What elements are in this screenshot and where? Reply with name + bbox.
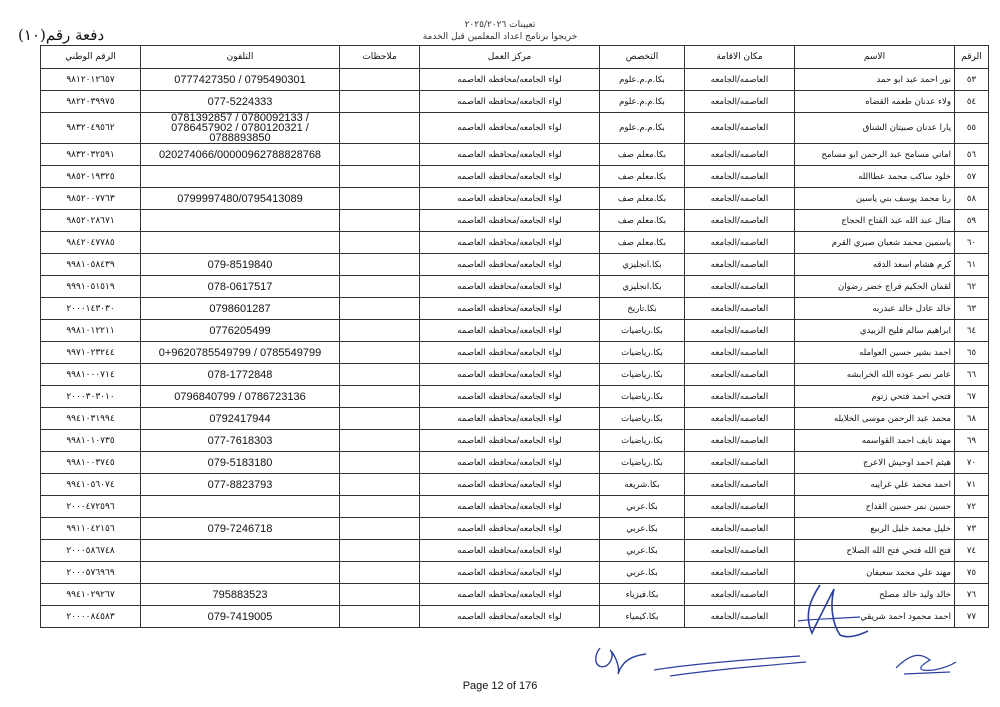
cell-workplace: لواء الجامعه/محافظه العاصمه: [420, 166, 600, 188]
cell-notes: [340, 144, 420, 166]
cell-specialty: بكا.انجليزي: [600, 276, 685, 298]
col-header-residence: مكان الاقامة: [685, 46, 795, 69]
cell-national-id: ٩٨٤٢٠٤٧٧٨٥: [41, 232, 141, 254]
cell-phone: [141, 540, 340, 562]
cell-residence: العاصمه/الجامعه: [685, 210, 795, 232]
cell-national-id: ٩٩٨١٠٥٨٤٣٩: [41, 254, 141, 276]
cell-num: ٦٦: [955, 364, 989, 386]
cell-residence: العاصمه/الجامعه: [685, 452, 795, 474]
cell-num: ٦١: [955, 254, 989, 276]
cell-workplace: لواء الجامعه/محافظه العاصمه: [420, 298, 600, 320]
cell-residence: العاصمه/الجامعه: [685, 386, 795, 408]
cell-num: ٥٤: [955, 91, 989, 113]
cell-num: ٦٠: [955, 232, 989, 254]
cell-specialty: بكا.معلم صف: [600, 232, 685, 254]
cell-national-id: ٩٨٥٢٠٢٨٦٧١: [41, 210, 141, 232]
cell-notes: [340, 113, 420, 144]
cell-national-id: ٩٨٣٢٠٤٩٥٦٢: [41, 113, 141, 144]
cell-name: فتح الله فتحي فتح الله الصلاح: [795, 540, 955, 562]
cell-name: مهند نايف احمد القواسمه: [795, 430, 955, 452]
table-row: [41, 364, 989, 386]
table-row: [41, 430, 989, 452]
col-header-specialty: التخصص: [600, 46, 685, 69]
cell-national-id: ٩٨١٢٠١٢٦٥٧: [41, 69, 141, 91]
cell-phone: 077-8823793: [141, 474, 340, 496]
cell-num: ٦٧: [955, 386, 989, 408]
cell-national-id: ٢٠٠٠٤٧٢٥٩٦: [41, 496, 141, 518]
col-header-notes: ملاحظات: [340, 46, 420, 69]
cell-national-id: ٢٠٠٠١٤٣٠٣٠: [41, 298, 141, 320]
cell-workplace: لواء الجامعه/محافظه العاصمه: [420, 342, 600, 364]
cell-name: يارا عدنان صبيتان الشناق: [795, 113, 955, 144]
cell-notes: [340, 254, 420, 276]
cell-notes: [340, 518, 420, 540]
cell-num: ٥٧: [955, 166, 989, 188]
cell-name: حسين نمر حسين القداح: [795, 496, 955, 518]
cell-residence: العاصمه/الجامعه: [685, 562, 795, 584]
cell-phone: 0798601287: [141, 298, 340, 320]
cell-name: ولاء عدنان طعمه القضاه: [795, 91, 955, 113]
batch-number: دفعة رقم(١٠): [18, 26, 105, 44]
cell-name: خلود ساكب محمد عطاالله: [795, 166, 955, 188]
cell-specialty: بكا.معلم صف: [600, 166, 685, 188]
cell-workplace: لواء الجامعه/محافظه العاصمه: [420, 232, 600, 254]
cell-num: ٥٦: [955, 144, 989, 166]
cell-residence: العاصمه/الجامعه: [685, 342, 795, 364]
table-row: [41, 188, 989, 210]
cell-phone: [141, 210, 340, 232]
cell-national-id: ٢٠٠٠٠٨٤٥٨٣: [41, 606, 141, 628]
cell-residence: العاصمه/الجامعه: [685, 254, 795, 276]
cell-workplace: لواء الجامعه/محافظه العاصمه: [420, 320, 600, 342]
cell-workplace: لواء الجامعه/محافظه العاصمه: [420, 113, 600, 144]
cell-name: ياسمين محمد شعبان صبري القرم: [795, 232, 955, 254]
cell-national-id: ٢٠٠٠٣٠٣٠١٠: [41, 386, 141, 408]
cell-national-id: ٩٩٧١٠٢٣٢٤٤: [41, 342, 141, 364]
cell-name: احمد محمود احمد شريقي: [795, 606, 955, 628]
cell-residence: العاصمه/الجامعه: [685, 69, 795, 91]
cell-notes: [340, 320, 420, 342]
table-row: [41, 452, 989, 474]
cell-notes: [340, 606, 420, 628]
cell-residence: العاصمه/الجامعه: [685, 320, 795, 342]
cell-num: ٦٣: [955, 298, 989, 320]
cell-national-id: ٩٨٥٢٠٠٧٧٦٣: [41, 188, 141, 210]
cell-phone: [141, 562, 340, 584]
cell-phone: 078-1772848: [141, 364, 340, 386]
cell-phone: 079-8519840: [141, 254, 340, 276]
table-body: [41, 69, 989, 628]
cell-notes: [340, 562, 420, 584]
cell-national-id: ٢٠٠٠٥٨٦٧٤٨: [41, 540, 141, 562]
cell-num: ٧٦: [955, 584, 989, 606]
cell-notes: [340, 408, 420, 430]
cell-specialty: بكا.كيمياء: [600, 606, 685, 628]
cell-name: خالد عادل خالد عبدربه: [795, 298, 955, 320]
cell-notes: [340, 430, 420, 452]
cell-residence: العاصمه/الجامعه: [685, 474, 795, 496]
cell-notes: [340, 69, 420, 91]
cell-residence: العاصمه/الجامعه: [685, 144, 795, 166]
cell-specialty: بكا.فيزياء: [600, 584, 685, 606]
col-header-workplace: مركز العمل: [420, 46, 600, 69]
cell-workplace: لواء الجامعه/محافظه العاصمه: [420, 562, 600, 584]
table-row: [41, 298, 989, 320]
cell-specialty: بكا.عربي: [600, 518, 685, 540]
cell-specialty: بكا.معلم صف: [600, 144, 685, 166]
cell-workplace: لواء الجامعه/محافظه العاصمه: [420, 584, 600, 606]
cell-workplace: لواء الجامعه/محافظه العاصمه: [420, 364, 600, 386]
col-header-num: الرقم: [955, 46, 989, 69]
cell-num: ٧١: [955, 474, 989, 496]
cell-phone: 079-7246718: [141, 518, 340, 540]
cell-name: احمد بشير حسين العوامله: [795, 342, 955, 364]
table-row: [41, 540, 989, 562]
cell-residence: العاصمه/الجامعه: [685, 584, 795, 606]
cell-notes: [340, 298, 420, 320]
cell-specialty: بكا.م.م.علوم: [600, 113, 685, 144]
col-header-phone: التلفون: [141, 46, 340, 69]
cell-phone: 0+9620785549799 / 0785549799: [141, 342, 340, 364]
cell-national-id: ٩٨٣٢٠٣٢٥٩١: [41, 144, 141, 166]
cell-national-id: ٩٩٩١٠٥١٥١٩: [41, 276, 141, 298]
cell-num: ٦٢: [955, 276, 989, 298]
cell-workplace: لواء الجامعه/محافظه العاصمه: [420, 430, 600, 452]
cell-name: عامر نصر عوده الله الخرابشه: [795, 364, 955, 386]
cell-phone: 077-7618303: [141, 430, 340, 452]
cell-name: نور احمد عبد ابو حمد: [795, 69, 955, 91]
cell-residence: العاصمه/الجامعه: [685, 188, 795, 210]
cell-specialty: بكا.رياضيات: [600, 342, 685, 364]
cell-national-id: ٩٩٨١٠١٠٧٣٥: [41, 430, 141, 452]
cell-num: ٥٥: [955, 113, 989, 144]
table-row: [41, 408, 989, 430]
header-subtitle: خريجوا برنامج اعداد المعلمين قبل الخدمة: [422, 32, 578, 42]
cell-notes: [340, 166, 420, 188]
table-row: [41, 276, 989, 298]
cell-notes: [340, 584, 420, 606]
cell-num: ٦٩: [955, 430, 989, 452]
cell-national-id: ٩٨٥٢٠١٩٣٢٥: [41, 166, 141, 188]
cell-residence: العاصمه/الجامعه: [685, 496, 795, 518]
cell-name: خليل محمد خليل الربيع: [795, 518, 955, 540]
cell-workplace: لواء الجامعه/محافظه العاصمه: [420, 540, 600, 562]
table-row: [41, 232, 989, 254]
cell-residence: العاصمه/الجامعه: [685, 276, 795, 298]
cell-name: فتحي احمد فتحي زتوم: [795, 386, 955, 408]
cell-notes: [340, 364, 420, 386]
cell-workplace: لواء الجامعه/محافظه العاصمه: [420, 254, 600, 276]
cell-workplace: لواء الجامعه/محافظه العاصمه: [420, 452, 600, 474]
cell-specialty: بكا.عربي: [600, 496, 685, 518]
cell-name: مهند علي محمد سعيفان: [795, 562, 955, 584]
table-row: [41, 113, 989, 144]
cell-workplace: لواء الجامعه/محافظه العاصمه: [420, 606, 600, 628]
cell-national-id: ٩٩٨١٠٠٠٧١٤: [41, 364, 141, 386]
cell-phone: 079-7419005: [141, 606, 340, 628]
cell-name: اماني مسامح عبد الرحمن ابو مسامح: [795, 144, 955, 166]
cell-residence: العاصمه/الجامعه: [685, 430, 795, 452]
cell-residence: العاصمه/الجامعه: [685, 232, 795, 254]
signature-large: [790, 575, 870, 645]
cell-notes: [340, 188, 420, 210]
cell-notes: [340, 210, 420, 232]
cell-residence: العاصمه/الجامعه: [685, 606, 795, 628]
table-row: [41, 474, 989, 496]
cell-phone: 079-5183180: [141, 452, 340, 474]
cell-num: ٦٨: [955, 408, 989, 430]
cell-notes: [340, 232, 420, 254]
table-row: [41, 518, 989, 540]
cell-name: منال عبد الله عبد الفتاح الحجاج: [795, 210, 955, 232]
cell-specialty: بكا.عربي: [600, 562, 685, 584]
table-row: [41, 386, 989, 408]
cell-specialty: بكا.م.م.علوم: [600, 69, 685, 91]
table-header-row: [41, 46, 989, 69]
cell-num: ٧٢: [955, 496, 989, 518]
cell-specialty: بكا.رياضيات: [600, 430, 685, 452]
table-row: [41, 342, 989, 364]
header-title: تعيينات ٢٠٢٥/٢٠٢٦: [464, 20, 536, 30]
cell-residence: العاصمه/الجامعه: [685, 518, 795, 540]
cell-workplace: لواء الجامعه/محافظه العاصمه: [420, 496, 600, 518]
signature-left: [590, 640, 650, 680]
table-row: [41, 144, 989, 166]
cell-num: ٧٥: [955, 562, 989, 584]
cell-specialty: بكا.رياضيات: [600, 320, 685, 342]
cell-national-id: ٩٩١١٠٤٢١٥٦: [41, 518, 141, 540]
cell-phone: 077-5224333: [141, 91, 340, 113]
cell-national-id: ٩٩٨١٠١٢٢١١: [41, 320, 141, 342]
cell-name: رنا محمد يوسف بني ياسين: [795, 188, 955, 210]
cell-workplace: لواء الجامعه/محافظه العاصمه: [420, 91, 600, 113]
cell-phone: 0799997480/0795413089: [141, 188, 340, 210]
signature-right: [890, 648, 960, 678]
cell-specialty: بكا.شريعه: [600, 474, 685, 496]
cell-workplace: لواء الجامعه/محافظه العاصمه: [420, 386, 600, 408]
cell-name: ابراهيم سالم فليح الزبيدي: [795, 320, 955, 342]
cell-specialty: بكا.رياضيات: [600, 452, 685, 474]
cell-name: خالد وليد خالد مصلح: [795, 584, 955, 606]
table-row: [41, 496, 989, 518]
table-row: [41, 91, 989, 113]
cell-phone: 020274066/00000962788828768: [141, 144, 340, 166]
cell-residence: العاصمه/الجامعه: [685, 298, 795, 320]
page-footer: Page 12 of 176: [462, 680, 538, 692]
cell-residence: العاصمه/الجامعه: [685, 408, 795, 430]
cell-phone: 0792417944: [141, 408, 340, 430]
cell-specialty: بكا.معلم صف: [600, 188, 685, 210]
cell-notes: [340, 91, 420, 113]
table-row: [41, 320, 989, 342]
cell-notes: [340, 540, 420, 562]
cell-specialty: بكا.رياضيات: [600, 408, 685, 430]
cell-notes: [340, 496, 420, 518]
cell-national-id: ٩٩٤١٠٣١٩٩٤: [41, 408, 141, 430]
cell-national-id: ٩٩٤١٠٢٩٢٦٧: [41, 584, 141, 606]
cell-num: ٧٤: [955, 540, 989, 562]
cell-phone: [141, 166, 340, 188]
cell-notes: [340, 342, 420, 364]
cell-national-id: ٩٨٢٢٠٣٩٩٧٥: [41, 91, 141, 113]
cell-num: ٥٩: [955, 210, 989, 232]
appointments-table: [40, 45, 989, 628]
cell-specialty: بكا.معلم صف: [600, 210, 685, 232]
cell-name: لقمان الحكيم فراج خضر رضوان: [795, 276, 955, 298]
cell-num: ٦٤: [955, 320, 989, 342]
cell-num: ٥٣: [955, 69, 989, 91]
cell-workplace: لواء الجامعه/محافظه العاصمه: [420, 210, 600, 232]
cell-phone: 0776205499: [141, 320, 340, 342]
col-header-national-id: الرقم الوطني: [41, 46, 141, 69]
cell-notes: [340, 276, 420, 298]
cell-residence: العاصمه/الجامعه: [685, 540, 795, 562]
cell-phone: 795883523: [141, 584, 340, 606]
cell-num: ٦٥: [955, 342, 989, 364]
cell-notes: [340, 452, 420, 474]
cell-workplace: لواء الجامعه/محافظه العاصمه: [420, 408, 600, 430]
cell-residence: العاصمه/الجامعه: [685, 166, 795, 188]
cell-phone: [141, 496, 340, 518]
cell-notes: [340, 474, 420, 496]
cell-notes: [340, 386, 420, 408]
signature-middle: [650, 650, 810, 680]
cell-phone: 0796840799 / 0786723136: [141, 386, 340, 408]
col-header-name: الاسم: [795, 46, 955, 69]
cell-num: ٥٨: [955, 188, 989, 210]
cell-specialty: بكا.رياضيات: [600, 386, 685, 408]
cell-name: كرم هشام اسعد الدقه: [795, 254, 955, 276]
cell-residence: العاصمه/الجامعه: [685, 113, 795, 144]
cell-workplace: لواء الجامعه/محافظه العاصمه: [420, 276, 600, 298]
table-row: [41, 69, 989, 91]
cell-workplace: لواء الجامعه/محافظه العاصمه: [420, 144, 600, 166]
cell-specialty: بكا.عربي: [600, 540, 685, 562]
cell-workplace: لواء الجامعه/محافظه العاصمه: [420, 518, 600, 540]
cell-specialty: بكا.انجليزي: [600, 254, 685, 276]
cell-residence: العاصمه/الجامعه: [685, 364, 795, 386]
cell-phone: [141, 232, 340, 254]
cell-national-id: ٩٩٤١٠٥٦٠٧٤: [41, 474, 141, 496]
cell-phone: 0781392857 / 0780092133 / 0786457902 / 0780120321 / 0788893850: [141, 113, 340, 144]
cell-name: احمد محمد علي غرايبه: [795, 474, 955, 496]
cell-specialty: بكا.رياضيات: [600, 364, 685, 386]
table-row: [41, 254, 989, 276]
cell-name: هيثم احمد اوحيش الاعرج: [795, 452, 955, 474]
cell-num: ٧٧: [955, 606, 989, 628]
table-row: [41, 210, 989, 232]
cell-workplace: لواء الجامعه/محافظه العاصمه: [420, 474, 600, 496]
cell-national-id: ٢٠٠٠٥٧٦٩٦٩: [41, 562, 141, 584]
cell-workplace: لواء الجامعه/محافظه العاصمه: [420, 188, 600, 210]
cell-specialty: بكا.تاريخ: [600, 298, 685, 320]
cell-num: ٧٠: [955, 452, 989, 474]
cell-phone: 0777427350 / 0795490301: [141, 69, 340, 91]
cell-num: ٧٣: [955, 518, 989, 540]
cell-phone: 078-0617517: [141, 276, 340, 298]
cell-specialty: بكا.م.م.علوم: [600, 91, 685, 113]
cell-residence: العاصمه/الجامعه: [685, 91, 795, 113]
cell-workplace: لواء الجامعه/محافظه العاصمه: [420, 69, 600, 91]
cell-national-id: ٩٩٨١٠٠٣٧٤٥: [41, 452, 141, 474]
table-row: [41, 166, 989, 188]
cell-name: محمد عبد الرحمن موسى الخلايله: [795, 408, 955, 430]
